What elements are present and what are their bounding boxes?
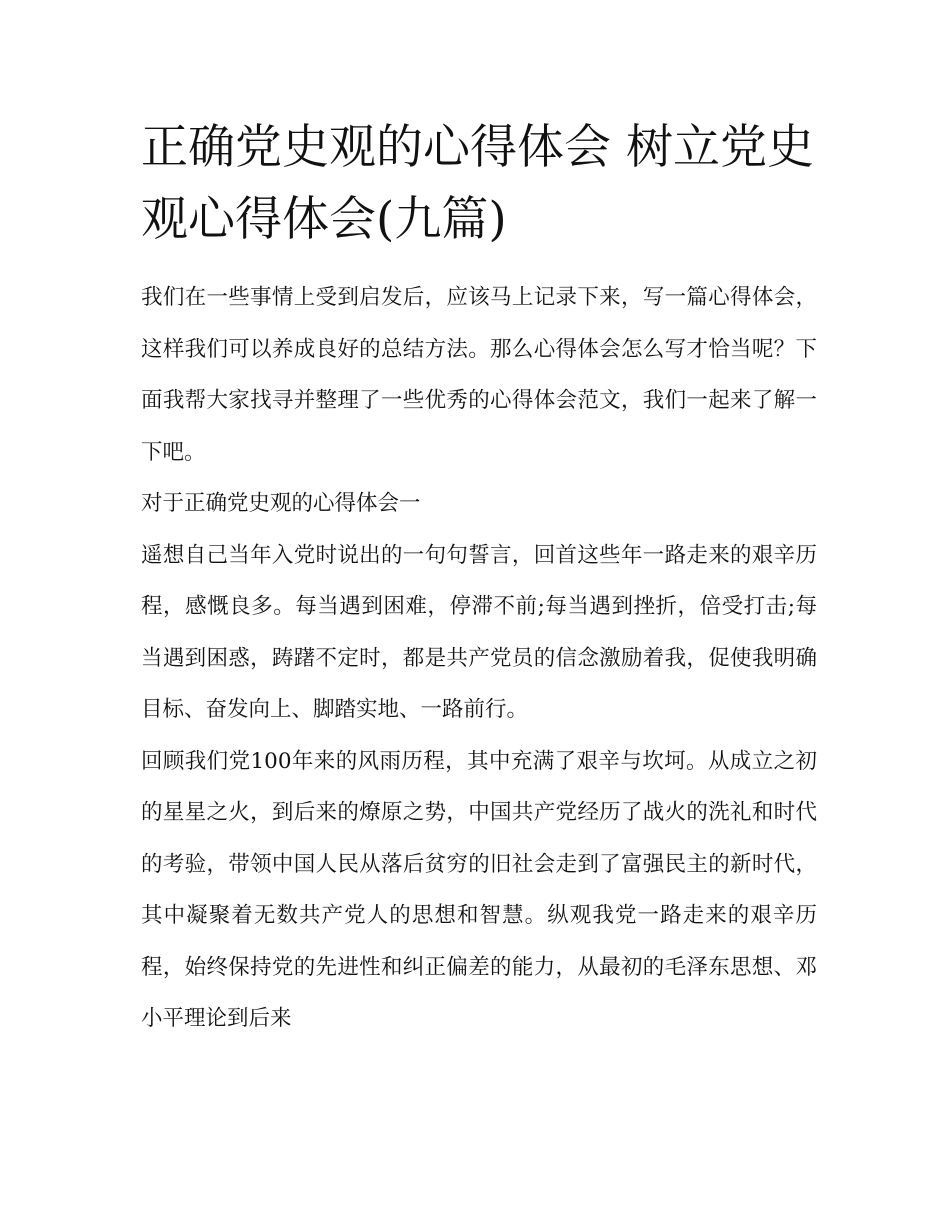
section-heading: 对于正确党史观的心得体会一 — [141, 491, 421, 516]
document-title: 正确党史观的心得体会 树立党史观心得体会(九篇) — [141, 120, 814, 247]
document-body — [141, 112, 817, 1045]
body-paragraph-2: 回顾我们党100年来的风雨历程，其中充满了艰辛与坎坷。从成立之初的星星之火，到后来的燎原之势，中国共产党经历了战火的洗礼和时代的考验，带领中国人民从落后贫穷的旧社会走到了富强民主的新时代，其中凝聚着无数共产党人的思想和智慧。纵观我党一路走来的艰辛历程，始终保持党的先进性和纠正偏差的能力，从最初的毛泽东思想、邓小平理论到后来 — [141, 748, 817, 1031]
intro-paragraph: 我们在一些事情上受到启发后，应该马上记录下来，写一篇心得体会，这样我们可以养成良好的总结方法。那么心得体会怎么写才恰当呢？下面我帮大家找寻并整理了一些优秀的心得体会范文，我们一起来了解一下吧。 — [141, 285, 817, 465]
body-paragraph-1: 遥想自己当年入党时说出的一句句誓言，回首这些年一路走来的艰辛历程，感慨良多。每当遇到困难，停滞不前;每当遇到挫折，倍受打击;每当遇到困惑，踌躇不定时，都是共产党员的信念激励着我，促使我明确目标、奋发向上、脚踏实地、一路前行。 — [141, 542, 817, 722]
